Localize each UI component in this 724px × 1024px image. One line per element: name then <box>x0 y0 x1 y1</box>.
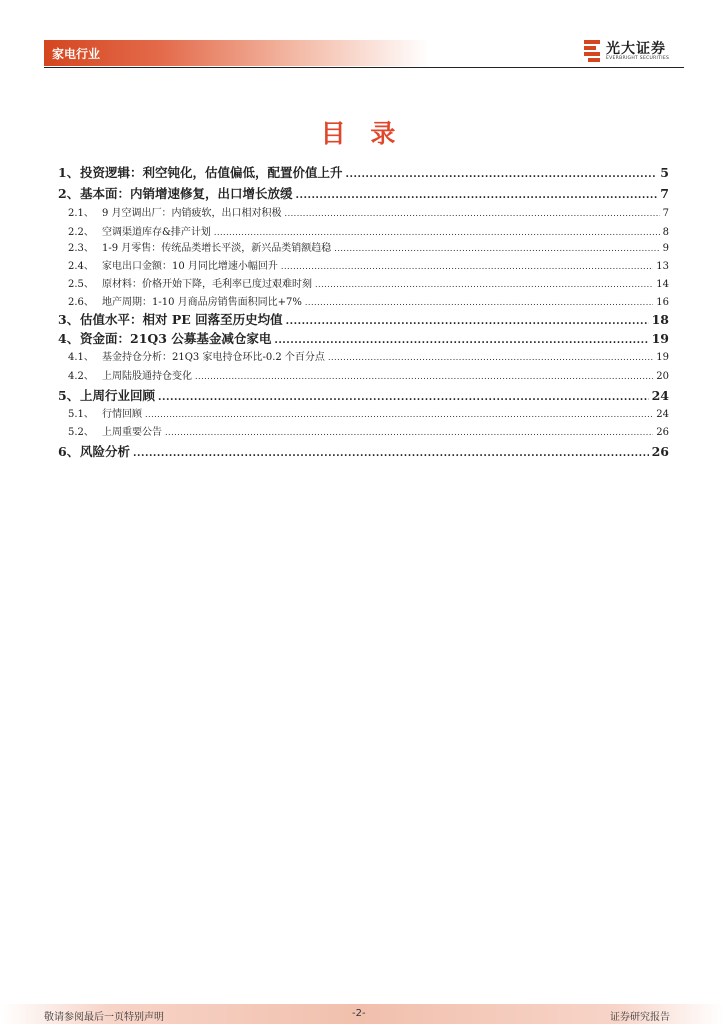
toc-dot-leader <box>296 186 658 201</box>
toc-entry[interactable] <box>58 367 669 382</box>
toc-entry-number: 1、 <box>58 165 80 180</box>
logo-mark-icon <box>584 40 600 62</box>
toc-entry[interactable] <box>58 239 669 254</box>
toc-entry-title: 投资逻辑：利空钝化，估值偏低，配置价值上升 <box>80 165 343 180</box>
toc-entry[interactable] <box>58 423 669 438</box>
toc-entry[interactable] <box>58 329 669 347</box>
toc-dot-leader <box>286 312 649 327</box>
toc-entry[interactable] <box>58 442 669 460</box>
footer-report-type: 证券研究报告 <box>610 1012 670 1023</box>
page-number: -2- <box>352 1008 366 1019</box>
toc-entry-title: 家电出口金额：10 月同比增速小幅回升 <box>102 261 278 272</box>
toc-dot-leader <box>281 261 653 272</box>
toc-entry-number: 2.4、 <box>68 261 94 272</box>
toc-entry-title: 上周行业回顾 <box>80 388 156 403</box>
toc-entry-title: 9 月空调出厂：内销疲软，出口相对积极 <box>102 208 282 219</box>
toc-entry[interactable] <box>58 257 669 272</box>
toc-entry-page: 26 <box>656 427 669 438</box>
toc-entry-number: 2.6、 <box>68 297 94 308</box>
toc-entry-number: 2.3、 <box>68 243 94 254</box>
toc-entry-page: 16 <box>656 297 669 308</box>
toc-entry-number: 6、 <box>58 444 80 459</box>
toc-entry-title: 行情回顾 <box>102 409 142 420</box>
toc-entry-title: 估值水平：相对 PE 回落至历史均值 <box>80 312 283 327</box>
toc-entry[interactable] <box>58 386 669 404</box>
toc-entry-number: 2.1、 <box>68 208 94 219</box>
toc-entry-title: 空调渠道库存&排产计划 <box>102 227 211 238</box>
toc-dot-leader <box>158 388 649 403</box>
toc-entry[interactable] <box>58 348 669 363</box>
toc-entry-number: 4.1、 <box>68 352 94 363</box>
toc-entry-title: 风险分析 <box>80 444 131 459</box>
toc-dot-leader <box>334 243 659 254</box>
toc-entry-page: 5 <box>660 165 669 180</box>
toc-entry[interactable] <box>58 293 669 308</box>
toc-entry-title: 基金持仓分析：21Q3 家电持仓环比-0.2 个百分点 <box>102 352 325 363</box>
toc-entry-page: 7 <box>660 186 669 201</box>
toc-dot-leader <box>305 297 653 308</box>
toc-entry-number: 4、 <box>58 331 80 346</box>
toc-entry-title: 上周陆股通持仓变化 <box>102 371 192 382</box>
toc-entry[interactable] <box>58 275 669 290</box>
toc-entry-page: 24 <box>651 388 669 403</box>
toc-entry[interactable] <box>58 223 669 238</box>
logo-text-en: EVERBRIGHT SECURITIES <box>606 56 670 61</box>
toc-dot-leader <box>315 279 653 290</box>
logo-text-cn: 光大证券 <box>606 41 666 57</box>
toc-entry[interactable] <box>58 163 669 181</box>
toc-dot-leader <box>346 165 658 180</box>
toc-entry-page: 19 <box>651 331 669 346</box>
toc-dot-leader <box>274 331 648 346</box>
toc-dot-leader <box>165 427 653 438</box>
header-divider <box>44 67 684 68</box>
toc-entry-number: 5.1、 <box>68 409 94 420</box>
toc-dot-leader <box>133 444 649 459</box>
toc-entry-title: 地产周期：1-10 月商品房销售面积同比+7% <box>102 297 302 308</box>
toc-entry[interactable] <box>58 405 669 420</box>
toc-entry-number: 2.2、 <box>68 227 94 238</box>
toc-dot-leader <box>145 409 653 420</box>
toc-entry-page: 14 <box>656 279 669 290</box>
toc-entry-title: 资金面：21Q3 公募基金减仓家电 <box>80 331 272 346</box>
footer-band <box>0 1004 724 1024</box>
toc-entry-page: 26 <box>651 444 669 459</box>
toc-entry-title: 原材料：价格开始下降，毛利率已度过艰难时刻 <box>102 279 312 290</box>
toc-entry-number: 2.5、 <box>68 279 94 290</box>
toc-entry-page: 9 <box>662 243 669 254</box>
toc-entry-title: 1-9 月零售：传统品类增长平淡，新兴品类销额趋稳 <box>102 243 332 254</box>
toc-entry-page: 7 <box>662 208 669 219</box>
toc-entry-title: 基本面：内销增速修复，出口增长放缓 <box>80 186 293 201</box>
toc-entry-page: 13 <box>656 261 669 272</box>
toc-entry[interactable] <box>58 184 669 202</box>
toc-dot-leader <box>214 227 660 238</box>
toc-dot-leader <box>195 371 653 382</box>
toc-entry-page: 18 <box>651 312 669 327</box>
company-logo <box>584 38 684 66</box>
toc-entry[interactable] <box>58 310 669 328</box>
header-band <box>44 40 429 66</box>
toc-entry-number: 2、 <box>58 186 80 201</box>
toc-dot-leader <box>328 352 653 363</box>
toc-entry-number: 4.2、 <box>68 371 94 382</box>
toc-dot-leader <box>285 208 660 219</box>
footer-disclaimer: 敬请参阅最后一页特别声明 <box>44 1012 164 1023</box>
toc-entry-page: 20 <box>656 371 669 382</box>
toc-entry-title: 上周重要公告 <box>102 427 162 438</box>
toc-entry[interactable] <box>58 204 669 219</box>
toc-entry-page: 8 <box>662 227 669 238</box>
toc-entry-page: 19 <box>656 352 669 363</box>
toc-entry-number: 3、 <box>58 312 80 327</box>
page-title: 目 录 <box>320 119 404 148</box>
toc-entry-page: 24 <box>656 409 669 420</box>
industry-label: 家电行业 <box>52 47 101 61</box>
toc-entry-number: 5.2、 <box>68 427 94 438</box>
toc-entry-number: 5、 <box>58 388 80 403</box>
